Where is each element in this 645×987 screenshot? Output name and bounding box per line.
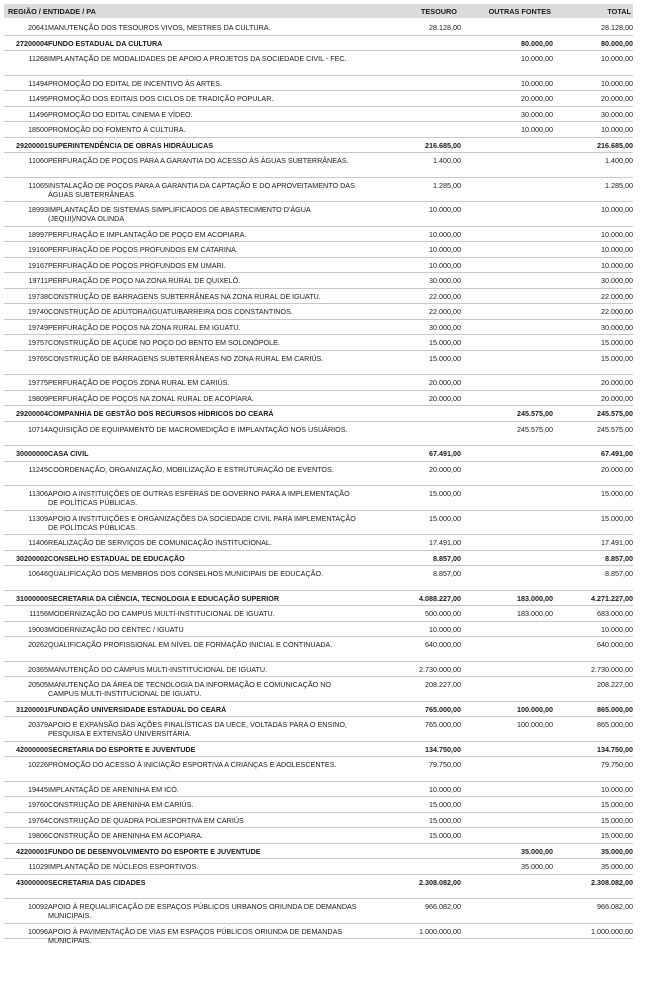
row-total-value: 10.000,00	[601, 229, 633, 239]
row-code: 19738	[28, 291, 48, 301]
row-description: CONSTRUÇÃO DE ARENINHA EM ACOPIARA.	[48, 831, 203, 840]
row-description: REALIZAÇÃO DE SERVIÇOS DE COMUNICAÇÃO INSTITUCIONAL.	[48, 538, 272, 547]
row-code: 18993	[28, 205, 48, 214]
table-row	[4, 486, 633, 511]
row-description: PERFURAÇÃO DE POÇOS PARA A GARANTIA DO ACESSO ÀS ÁGUAS SUBTERRÂNEAS.	[48, 156, 349, 165]
row-description: CONSTRUÇÃO DE BARRAGENS SUBTERRÂNEAS NO ZONA RURAL EM CARIÚS.	[48, 353, 324, 363]
row-code: 18500	[28, 125, 48, 134]
row-total-value: 10.000,00	[601, 624, 633, 634]
row-total-value: 1.000.000,00	[591, 926, 633, 936]
row-code: 11309	[28, 513, 48, 523]
row-total-value: 79.750,00	[601, 760, 633, 769]
row-code: 20262	[28, 640, 48, 649]
row-total-value: 10.000,00	[601, 260, 633, 270]
row-code: 31000000	[16, 593, 48, 603]
row-tesouro-value: 134.750,00	[425, 744, 461, 754]
row-total-value: 245.575,00	[597, 424, 633, 434]
row-tesouro-value: 2.308.082,00	[419, 877, 461, 887]
table-row	[4, 606, 633, 622]
table-row	[4, 422, 633, 447]
row-description: APOIO A INSTITUIÇÕES DE OUTRAS ESFERAS DE GOVERNO PARA A IMPLEMENTAÇÃO DE POLÍTICAS PÚBLICAS.	[48, 489, 350, 507]
row-total-value: 20.000,00	[601, 94, 633, 103]
row-description: MANUTENÇÃO DOS TESOUROS VIVOS, MESTRES DA CULTURA.	[48, 23, 271, 32]
row-total-value: 134.750,00	[597, 744, 633, 754]
row-description: INSTALAÇÃO DE POÇOS PARA A GARANTIA DA CAPTAÇÃO E DO APROVEITAMENTO DAS ÁGUAS SUBTERRÂNEAS.	[48, 180, 355, 199]
row-tesouro-value: 67.491,00	[429, 449, 461, 458]
row-total-value: 10.000,00	[601, 54, 633, 63]
row-total-value: 4.271.227,00	[591, 593, 633, 603]
row-code: 10714	[28, 424, 48, 434]
row-code: 11495	[28, 94, 48, 103]
row-code: 19757	[28, 338, 48, 347]
row-code: 30200002	[16, 553, 48, 563]
row-outras-fontes-value: 10.000,00	[521, 54, 553, 63]
column-header-region: REGIÃO / ENTIDADE / PA	[8, 7, 96, 16]
table-row	[4, 899, 633, 924]
row-total-value: 2.730.000,00	[591, 664, 633, 674]
row-description: PROMOÇÃO DOS EDITAIS DOS CICLOS DE TRADIÇÃO POPULAR.	[48, 94, 274, 103]
entity-row	[4, 446, 633, 462]
row-total-value: 865.000,00	[597, 704, 633, 714]
row-description: SECRETARIA DAS CIDADES	[48, 877, 146, 887]
row-total-value: 15.000,00	[601, 800, 633, 809]
row-tesouro-value: 10.000,00	[429, 245, 461, 254]
row-description: QUALIFICAÇÃO DOS MEMBROS DOS CONSELHOS MUNICIPAIS DE EDUCAÇÃO.	[48, 569, 324, 578]
row-code: 29200004	[16, 409, 48, 418]
row-code: 11156	[29, 609, 48, 618]
row-description: PERFURAÇÃO DE POÇOS PROFUNDOS EM CATARINA.	[48, 245, 238, 254]
row-code: 10646	[28, 569, 48, 578]
row-total-value: 10.000,00	[601, 245, 633, 254]
row-tesouro-value: 15.000,00	[429, 513, 461, 523]
table-row	[4, 76, 633, 92]
row-code: 10092	[28, 902, 48, 911]
row-total-value: 1.400,00	[605, 156, 633, 165]
row-total-value: 28.128,00	[601, 23, 633, 32]
column-header-outras-fontes: OUTRAS FONTES	[488, 7, 551, 16]
row-description: CONSTRUÇÃO DE ADUTORA/IGUATU/BARREIRA DOS CONSTANTINOS.	[48, 307, 293, 316]
row-total-value: 683.000,00	[597, 609, 633, 618]
row-total-value: 17.491,00	[601, 538, 633, 547]
row-outras-fontes-value: 10.000,00	[521, 78, 553, 88]
row-description: CONSTRUÇÃO DE AÇUDE NO POÇO DO BENTO EM SOLONÓPOLE.	[48, 338, 280, 347]
column-header-total: TOTAL	[607, 7, 631, 16]
row-code: 11406	[28, 538, 48, 547]
table-row	[4, 813, 633, 829]
row-total-value: 30.000,00	[601, 276, 633, 285]
table-row	[4, 304, 633, 320]
row-total-value: 15.000,00	[601, 815, 633, 825]
row-description: PERFURAÇÃO DE POÇOS NA ZONA RURAL EM IGUATU.	[48, 322, 241, 332]
row-code: 20365	[28, 664, 48, 674]
row-outras-fontes-value: 245.575,00	[517, 409, 553, 418]
row-tesouro-value: 22.000,00	[429, 307, 461, 316]
row-outras-fontes-value: 183.000,00	[517, 593, 553, 603]
entity-row	[4, 551, 633, 567]
row-code: 27200004	[16, 38, 48, 48]
row-description: AQUISIÇÃO DE EQUIPAMENTO DE MACROMEDIÇÃO E IMPLANTAÇÃO NOS USUÁRIOS.	[48, 424, 348, 434]
row-tesouro-value: 17.491,00	[429, 538, 461, 547]
row-total-value: 966.082,00	[597, 902, 633, 911]
entity-row	[4, 138, 633, 154]
row-tesouro-value: 79.750,00	[429, 760, 461, 769]
row-tesouro-value: 15.000,00	[429, 353, 461, 363]
row-tesouro-value: 4.088.227,00	[419, 593, 461, 603]
row-tesouro-value: 28.128,00	[429, 23, 461, 32]
row-tesouro-value: 765.000,00	[425, 704, 461, 714]
row-code: 11306	[28, 489, 48, 498]
row-description: MANUTENÇÃO DA ÁREA DE TECNOLOGIA DA INFORMAÇÃO E COMUNICAÇÃO NO CAMPUS MULTI-INSTITUCIONAL DE IGUATU.	[48, 680, 332, 698]
row-code: 19160	[28, 245, 48, 254]
table-row	[4, 91, 633, 107]
row-description: IMPLANTAÇÃO DE MODALIDADES DE APOIO A PROJETOS DA SOCIEDADE CIVIL - FEC.	[48, 54, 347, 63]
row-code: 10226	[28, 760, 48, 769]
row-description: SECRETARIA DO ESPORTE E JUVENTUDE	[48, 744, 196, 754]
row-description: APOIO E EXPANSÃO DAS AÇÕES FINALÍSTICAS DA UECE, VOLTADAS PARA O ENSINO, PESQUISA E EXTENSÃO UNIVERSITÁRIA.	[48, 720, 348, 738]
row-outras-fontes-value: 30.000,00	[521, 109, 553, 119]
row-description: APOIO À REQUALIFICAÇÃO DE ESPAÇOS PÚBLICOS URBANOS ORIUNDA DE DEMANDAS MUNICIPAIS.	[48, 902, 357, 920]
row-tesouro-value: 22.000,00	[429, 291, 461, 301]
entity-row	[4, 406, 633, 422]
table-row	[4, 717, 633, 742]
row-total-value: 10.000,00	[601, 78, 633, 88]
row-outras-fontes-value: 10.000,00	[521, 125, 553, 134]
row-total-value: 35.000,00	[601, 846, 633, 856]
row-tesouro-value: 640.000,00	[425, 640, 461, 649]
row-tesouro-value: 30.000,00	[429, 322, 461, 332]
row-description: PROMOÇÃO DO ACESSO À INICIAÇÃO ESPORTIVA A CRIANÇAS E ADOLESCENTES.	[48, 760, 337, 769]
row-total-value: 15.000,00	[601, 353, 633, 363]
row-description: QUALIFICAÇÃO PROFISSIONAL EM NÍVEL DE FORMAÇÃO INICIAL E CONTINUADA.	[48, 640, 333, 649]
row-code: 29200001	[16, 140, 48, 150]
table-row	[4, 375, 633, 391]
row-tesouro-value: 20.000,00	[429, 393, 461, 403]
row-tesouro-value: 30.000,00	[429, 276, 461, 285]
row-description: FUNDO DE DESENVOLVIMENTO DO ESPORTE E JUVENTUDE	[48, 846, 261, 856]
row-description: COMPANHIA DE GESTÃO DOS RECURSOS HÍDRICOS DO CEARÁ	[48, 409, 274, 418]
table-row	[4, 535, 633, 551]
row-description: CONSTRUÇÃO DE BARRAGENS SUBTERRÂNEAS NA ZONA RURAL DE IGUATU.	[48, 291, 321, 301]
row-code: 19749	[28, 322, 48, 332]
row-code: 20379	[28, 720, 48, 729]
row-tesouro-value: 1.400,00	[433, 156, 461, 165]
row-tesouro-value: 15.000,00	[429, 338, 461, 347]
row-description: PROMOÇÃO DO EDITAL DE INCENTIVO ÀS ARTES.	[48, 78, 222, 88]
row-total-value: 15.000,00	[601, 338, 633, 347]
row-code: 19445	[28, 784, 48, 794]
row-code: 42200001	[16, 846, 48, 856]
row-total-value: 865.000,00	[597, 720, 633, 729]
row-description: PROMOÇÃO DO EDITAL CINEMA E VÍDEO.	[48, 109, 193, 119]
row-total-value: 8.857,00	[605, 553, 633, 563]
table-row	[4, 797, 633, 813]
row-code: 19765	[28, 353, 48, 363]
row-total-value: 245.575,00	[597, 409, 633, 418]
table-row	[4, 351, 633, 376]
row-tesouro-value: 20.000,00	[429, 464, 461, 474]
table-row	[4, 622, 633, 638]
row-total-value: 15.000,00	[601, 831, 633, 840]
table-row	[4, 662, 633, 678]
row-description: CONSELHO ESTADUAL DE EDUCAÇÃO	[48, 553, 185, 563]
row-code: 11065	[28, 180, 48, 190]
row-code: 19775	[28, 378, 48, 387]
row-tesouro-value: 10.000,00	[429, 229, 461, 239]
row-description: IMPLANTAÇÃO DE NÚCLEOS ESPORTIVOS.	[48, 862, 199, 871]
row-tesouro-value: 216.685,00	[425, 140, 461, 150]
row-tesouro-value: 20.000,00	[429, 378, 461, 387]
row-description: CASA CIVIL	[48, 449, 89, 458]
row-code: 19740	[28, 307, 48, 316]
row-total-value: 15.000,00	[601, 489, 633, 498]
table-row	[4, 202, 633, 227]
row-tesouro-value: 1.000.000,00	[419, 926, 461, 936]
table-row	[4, 782, 633, 798]
row-code: 11494	[28, 78, 48, 88]
row-total-value: 15.000,00	[601, 513, 633, 523]
row-description: PERFURAÇÃO DE POÇOS ZONA RURAL EM CARIÚS.	[48, 378, 230, 387]
row-total-value: 216.685,00	[597, 140, 633, 150]
row-code: 31200001	[16, 704, 48, 714]
row-code: 11245	[28, 464, 48, 474]
table-row	[4, 242, 633, 258]
entity-row	[4, 591, 633, 607]
row-total-value: 22.000,00	[601, 291, 633, 301]
row-code: 19760	[28, 800, 48, 809]
table-row	[4, 566, 633, 591]
row-tesouro-value: 500.000,00	[425, 609, 461, 618]
row-description: FUNDAÇÃO UNIVERSIDADE ESTADUAL DO CEARÁ	[48, 704, 227, 714]
row-tesouro-value: 765.000,00	[425, 720, 461, 729]
row-total-value: 30.000,00	[601, 109, 633, 119]
row-description: MODERNIZAÇÃO DO CENTEC / IGUATU	[48, 624, 184, 634]
row-code: 11496	[28, 109, 48, 119]
row-code: 20505	[28, 680, 48, 689]
table-row	[4, 677, 633, 702]
row-total-value: 8.857,00	[605, 569, 633, 578]
table-row	[4, 107, 633, 123]
row-code: 30000000	[16, 449, 48, 458]
row-description: COORDENAÇÃO, ORGANIZAÇÃO, MOBILIZAÇÃO E ESTRUTURAÇÃO DE EVENTOS.	[48, 464, 334, 474]
entity-row	[4, 36, 633, 52]
row-description: CONSTRUÇÃO DE QUADRA POLIESPORTIVA EM CARIÚS	[48, 815, 244, 825]
row-tesouro-value: 10.000,00	[429, 624, 461, 634]
table-row	[4, 462, 633, 487]
row-code: 43000000	[16, 877, 48, 887]
row-total-value: 20.000,00	[601, 393, 633, 403]
row-description: CONSTRUÇÃO DE ARENINHA EM CARIÚS.	[48, 800, 194, 809]
row-description: FUNDO ESTADUAL DA CULTURA	[48, 38, 163, 48]
row-total-value: 1.285,00	[605, 180, 633, 190]
entity-row	[4, 742, 633, 758]
table-row	[4, 289, 633, 305]
row-tesouro-value: 208.227,00	[425, 680, 461, 689]
row-description: SECRETARIA DA CIÊNCIA, TECNOLOGIA E EDUCAÇÃO SUPERIOR	[48, 593, 280, 603]
entity-row	[4, 875, 633, 900]
row-tesouro-value: 15.000,00	[429, 831, 461, 840]
row-code: 18997	[28, 229, 48, 239]
table-row	[4, 391, 633, 407]
row-outras-fontes-value: 20.000,00	[521, 94, 553, 103]
row-tesouro-value: 15.000,00	[429, 489, 461, 498]
row-code: 19167	[28, 260, 48, 270]
row-description: PERFURAÇÃO DE POÇO NA ZONA RURAL DE QUIXELÔ.	[48, 276, 241, 285]
row-total-value: 67.491,00	[601, 449, 633, 458]
row-code: 19764	[28, 815, 48, 825]
row-description: MANUTENÇÃO DO CAMPUS MULTI-INSTITUCIONAL DE IGUATU.	[48, 664, 268, 674]
row-description: SUPERINTENDÊNCIA DE OBRAS HIDRÁULICAS	[48, 140, 214, 150]
row-tesouro-value: 15.000,00	[429, 815, 461, 825]
row-description: PERFURAÇÃO E IMPLANTAÇÃO DE POÇO EM ACOPIARA.	[48, 229, 247, 239]
row-tesouro-value: 966.082,00	[425, 902, 461, 911]
row-total-value: 80.000,00	[601, 38, 633, 48]
row-code: 10096	[28, 926, 48, 936]
row-description: APOIO A INSTITUIÇÕES E ORGANIZAÇÕES DA SOCIEDADE CIVIL PARA IMPLEMENTAÇÃO DE POLÍTICAS PÚBLICAS.	[48, 513, 356, 532]
row-code: 19806	[28, 831, 48, 840]
row-description: APOIO À PAVIMENTAÇÃO DE VIAS EM ESPAÇOS PÚBLICOS ORIUNDA DE DEMANDAS MUNICIPAIS.	[48, 926, 343, 945]
row-code: 42000000	[16, 744, 48, 754]
row-description: PERFURAÇÃO DE POÇOS PROFUNDOS EM UMARI.	[48, 260, 226, 270]
row-code: 11268	[28, 54, 48, 63]
row-code: 19003	[28, 624, 48, 634]
row-tesouro-value: 8.857,00	[433, 553, 461, 563]
row-total-value: 2.308.082,00	[591, 877, 633, 887]
column-header-tesouro: TESOURO	[420, 7, 457, 16]
row-tesouro-value: 15.000,00	[429, 800, 461, 809]
row-description: PROMOÇÃO DO FOMENTO À CULTURA.	[48, 125, 186, 134]
table-row	[4, 20, 633, 36]
table-row	[4, 757, 633, 782]
row-description: MODERNIZAÇÃO DO CAMPUS MULTI-INSTITUCIONAL DE IGUATU.	[48, 609, 275, 618]
row-code: 19809	[28, 393, 48, 403]
row-tesouro-value: 10.000,00	[429, 205, 461, 214]
row-code: 11029	[28, 862, 48, 871]
table-row	[4, 51, 633, 76]
entity-row	[4, 702, 633, 718]
table-row	[4, 273, 633, 289]
table-row	[4, 320, 633, 336]
row-total-value: 22.000,00	[601, 307, 633, 316]
table-row	[4, 153, 633, 178]
row-total-value: 208.227,00	[597, 680, 633, 689]
row-code: 19711	[28, 276, 48, 285]
row-outras-fontes-value: 100.000,00	[517, 720, 553, 729]
row-total-value: 640.000,00	[597, 640, 633, 649]
row-total-value: 30.000,00	[601, 322, 633, 332]
table-row	[4, 637, 633, 662]
table-header	[4, 4, 633, 18]
row-total-value: 10.000,00	[601, 205, 633, 214]
budget-table-body	[4, 20, 633, 945]
table-row	[4, 122, 633, 138]
entity-row	[4, 844, 633, 860]
row-outras-fontes-value: 35.000,00	[521, 846, 553, 856]
row-outras-fontes-value: 100.000,00	[517, 704, 553, 714]
row-tesouro-value: 10.000,00	[429, 260, 461, 270]
table-row	[4, 859, 633, 875]
row-code: 11060	[28, 156, 48, 165]
row-outras-fontes-value: 183.000,00	[517, 609, 553, 618]
table-row	[4, 511, 633, 536]
row-total-value: 10.000,00	[601, 125, 633, 134]
row-description: IMPLANTAÇÃO DE SISTEMAS SIMPLIFICADOS DE ABASTECIMENTO D'ÁGUA (JEQUI)/NOVA OLINDA	[48, 205, 311, 223]
row-total-value: 20.000,00	[601, 378, 633, 387]
row-tesouro-value: 1.285,00	[433, 180, 461, 190]
row-total-value: 20.000,00	[601, 464, 633, 474]
row-code: 20641	[28, 23, 48, 32]
row-tesouro-value: 2.730.000,00	[419, 664, 461, 674]
row-description: IMPLANTAÇÃO DE ARENINHA EM ICÓ.	[48, 784, 179, 794]
table-row	[4, 178, 633, 203]
row-description: PERFURAÇÃO DE POÇOS NA ZONAL RURAL DE ACOPIARA.	[48, 393, 254, 403]
row-total-value: 10.000,00	[601, 784, 633, 794]
row-total-value: 35.000,00	[601, 862, 633, 871]
table-row	[4, 335, 633, 351]
table-row	[4, 227, 633, 243]
table-row	[4, 258, 633, 274]
row-outras-fontes-value: 245.575,00	[517, 424, 553, 434]
table-row	[4, 924, 633, 945]
row-tesouro-value: 8.857,00	[433, 569, 461, 578]
row-outras-fontes-value: 35.000,00	[521, 862, 553, 871]
row-tesouro-value: 10.000,00	[429, 784, 461, 794]
row-outras-fontes-value: 80.000,00	[521, 38, 553, 48]
table-row	[4, 828, 633, 844]
